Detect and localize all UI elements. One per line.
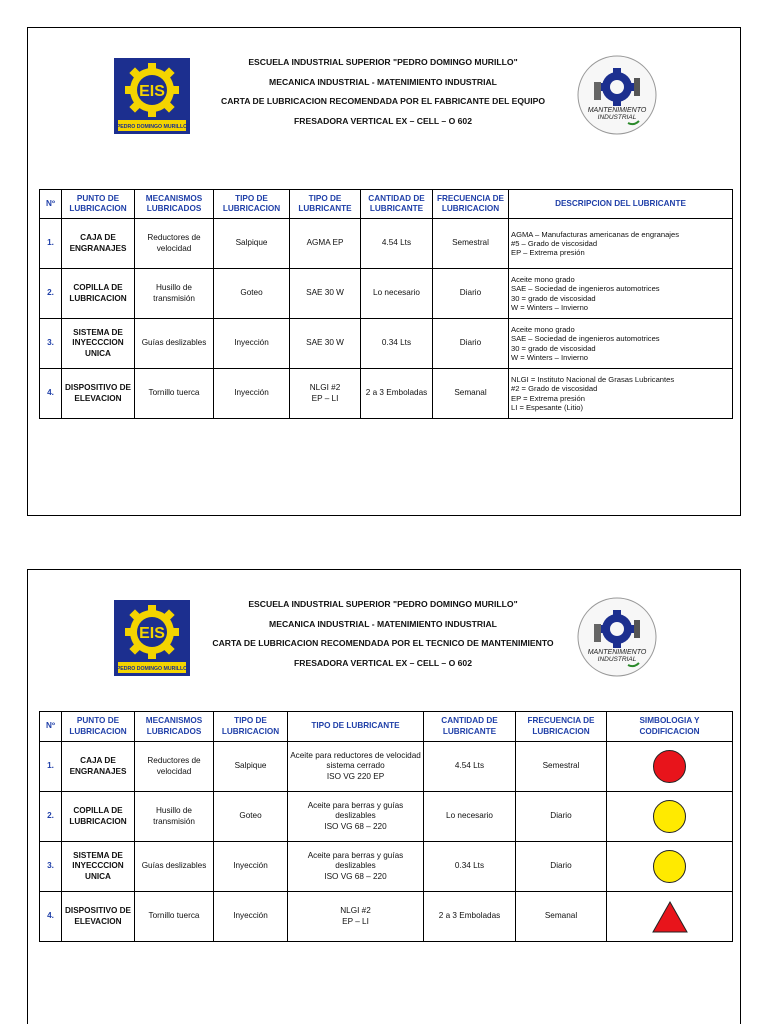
machine-name: FRESADORA VERTICAL EX – CELL – O 602 — [294, 115, 472, 126]
lubrication-frequency: Diario — [433, 269, 509, 319]
col-header-method: TIPO DE LUBRICACION — [214, 190, 290, 219]
lubricant-type: NLGI #2 EP – LI — [288, 892, 424, 942]
department-name: MECANICA INDUSTRIAL - MATENIMIENTO INDUSTRIAL — [269, 76, 497, 87]
logo-right-line2: INDUSTRIAL — [597, 114, 637, 121]
logo-left-letters: EIS — [139, 83, 165, 100]
col-header-frequency: FRECUENCIA DE LUBRICACION — [433, 190, 509, 219]
school-name: ESCUELA INDUSTRIAL SUPERIOR "PEDRO DOMINGO MURILLO" — [248, 57, 518, 67]
lubricant-quantity: 4.54 Lts — [361, 219, 433, 269]
row-number: 1. — [40, 219, 62, 269]
col-header-symbol: SIMBOLOGIA Y CODIFICACION — [607, 712, 733, 742]
row-number: 4. — [40, 892, 62, 942]
description-line: AGMA – Manufacturas americanas de engranajes — [511, 229, 679, 239]
lubrication-point: DISPOSITIVO DE ELEVACION — [62, 369, 135, 419]
col-header-mechanism: MECANISMOS LUBRICADOS — [135, 190, 214, 219]
lubrication-method: Salpique — [214, 219, 290, 269]
lubricant-description — [509, 319, 733, 369]
symbol-cell — [607, 742, 733, 792]
lubrication-frequency: Diario — [516, 842, 607, 892]
col-header-point: PUNTO DE LUBRICACION — [62, 190, 135, 219]
col-header-mechanism: MECANISMOS LUBRICADOS — [135, 712, 214, 742]
table-row — [40, 219, 733, 269]
lubrication-method: Goteo — [214, 269, 290, 319]
lubricant-quantity: 2 a 3 Emboladas — [424, 892, 516, 942]
description-line: EP = Extrema presión — [511, 393, 585, 403]
symbol-cell — [607, 892, 733, 942]
lubricant-type: Aceite para reductores de velocidad sistema cerrado ISO VG 220 EP — [288, 742, 424, 792]
lubricant-quantity: Lo necesario — [361, 269, 433, 319]
description-line: #2 = Grado de viscosidad — [511, 384, 598, 394]
table-row — [40, 269, 733, 319]
col-header-frequency: FRECUENCIA DE LUBRICACION — [516, 712, 607, 742]
lubricant-quantity: Lo necesario — [424, 792, 516, 842]
lubrication-method: Inyección — [214, 892, 288, 942]
lubrication-chart-technician — [27, 569, 741, 1024]
description-line: Aceite mono grado — [511, 325, 575, 335]
lubrication-point: COPILLA DE LUBRICACION — [62, 269, 135, 319]
mechanism: Tornillo tuerca — [135, 892, 214, 942]
maintenance-logo — [576, 54, 658, 136]
description-line: 30 = grado de viscosidad — [511, 343, 596, 353]
lubrication-point: SISTEMA DE INYECCCION UNICA — [62, 842, 135, 892]
lubricant-type: SAE 30 W — [290, 269, 361, 319]
col-header-point: PUNTO DE LUBRICACION — [62, 712, 135, 742]
lubricant-description — [509, 269, 733, 319]
lubricant-type: SAE 30 W — [290, 319, 361, 369]
logo-right-line2: INDUSTRIAL — [597, 656, 637, 663]
lubrication-frequency: Semanal — [516, 892, 607, 942]
mechanism: Guías deslizables — [135, 319, 214, 369]
col-header-number: Nº — [40, 712, 62, 742]
row-number: 1. — [40, 742, 62, 792]
symbol-cell — [607, 842, 733, 892]
col-header-method: TIPO DE LUBRICACION — [214, 712, 288, 742]
red-circle-symbol — [653, 750, 686, 783]
lubrication-frequency: Diario — [433, 319, 509, 369]
lubrication-method: Inyección — [214, 842, 288, 892]
logo-right-line1: MANTENIMIENTO — [587, 649, 647, 656]
row-number: 2. — [40, 269, 62, 319]
school-gear-logo — [114, 58, 190, 134]
lubricant-quantity: 4.54 Lts — [424, 742, 516, 792]
logo-left-letters: EIS — [139, 625, 165, 642]
chart-title: CARTA DE LUBRICACION RECOMENDADA POR EL FABRICANTE DEL EQUIPO — [220, 96, 546, 106]
lubricant-type: Aceite para berras y guías deslizables ISO VG 68 – 220 — [288, 842, 424, 892]
description-line: SAE – Sociedad de ingenieros automotrices — [511, 284, 660, 294]
description-line: EP – Extrema presión — [511, 248, 585, 258]
school-gear-logo — [114, 600, 190, 676]
triangle-shape — [653, 902, 687, 932]
machine-name: FRESADORA VERTICAL EX – CELL – O 602 — [294, 657, 472, 668]
lubricant-type: AGMA EP — [290, 219, 361, 269]
lubrication-point: CAJA DE ENGRANAJES — [62, 219, 135, 269]
col-header-quantity: CANTIDAD DE LUBRICANTE — [424, 712, 516, 742]
lubrication-frequency: Semestral — [516, 742, 607, 792]
document-header — [193, 600, 573, 678]
table-header-row — [40, 712, 733, 742]
description-line: #5 – Grado de viscosidad — [511, 238, 598, 248]
description-line: LI = Espesante (Litio) — [511, 402, 583, 412]
logo-right-line1: MANTENIMIENTO — [587, 107, 647, 114]
row-number: 2. — [40, 792, 62, 842]
lubrication-point: SISTEMA DE INYECCCION UNICA — [62, 319, 135, 369]
lubrication-point: COPILLA DE LUBRICACION — [62, 792, 135, 842]
mechanism: Reductores de velocidad — [135, 219, 214, 269]
col-header-quantity: CANTIDAD DE LUBRICANTE — [361, 190, 433, 219]
lubricant-quantity: 0.34 Lts — [424, 842, 516, 892]
logo-left-motto: "PEDRO DOMINGO MURILLO" — [114, 124, 190, 130]
row-number: 3. — [40, 842, 62, 892]
lubrication-frequency: Semestral — [433, 219, 509, 269]
lubricant-quantity: 0.34 Lts — [361, 319, 433, 369]
lubrication-table-manufacturer — [39, 189, 733, 419]
maintenance-logo — [576, 596, 658, 678]
row-number: 4. — [40, 369, 62, 419]
table-header-row — [40, 190, 733, 219]
lubrication-method: Inyección — [214, 369, 290, 419]
symbol-cell — [607, 792, 733, 842]
table-row — [40, 319, 733, 369]
department-name: MECANICA INDUSTRIAL - MATENIMIENTO INDUSTRIAL — [269, 618, 497, 629]
lubrication-frequency: Diario — [516, 792, 607, 842]
school-name: ESCUELA INDUSTRIAL SUPERIOR "PEDRO DOMINGO MURILLO" — [248, 599, 518, 609]
col-header-lubricant: TIPO DE LUBRICANTE — [288, 712, 424, 742]
description-line: NLGI = Instituto Nacional de Grasas Lubricantes — [511, 375, 675, 385]
yellow-circle-symbol — [653, 850, 686, 883]
lubricant-description — [509, 219, 733, 269]
table-row — [40, 892, 733, 942]
lubricant-type: Aceite para berras y guías deslizables ISO VG 68 – 220 — [288, 792, 424, 842]
description-line: SAE – Sociedad de ingenieros automotrices — [511, 334, 660, 344]
lubrication-point: DISPOSITIVO DE ELEVACION — [62, 892, 135, 942]
description-line: W = Winters – Invierno — [511, 302, 589, 312]
description-line: W = Winters – Invierno — [511, 352, 589, 362]
mechanism: Tornillo tuerca — [135, 369, 214, 419]
mechanism: Guías deslizables — [135, 842, 214, 892]
lubrication-frequency: Semanal — [433, 369, 509, 419]
table-row — [40, 792, 733, 842]
col-header-number: Nº — [40, 190, 62, 219]
table-row — [40, 742, 733, 792]
chart-title: CARTA DE LUBRICACION RECOMENDADA POR EL TECNICO DE MANTENIMIENTO — [212, 638, 554, 648]
lubricant-quantity: 2 a 3 Emboladas — [361, 369, 433, 419]
description-line: Aceite mono grado — [511, 275, 575, 285]
description-line: 30 = grado de viscosidad — [511, 293, 596, 303]
document-header — [193, 58, 573, 136]
row-number: 3. — [40, 319, 62, 369]
mechanism: Husillo de transmisión — [135, 792, 214, 842]
lubrication-method: Goteo — [214, 792, 288, 842]
col-header-lubricant: TIPO DE LUBRICANTE — [290, 190, 361, 219]
table-row — [40, 842, 733, 892]
lubricant-type: NLGI #2 EP – LI — [290, 369, 361, 419]
col-header-description: DESCRIPCION DEL LUBRICANTE — [509, 190, 733, 219]
mechanism: Reductores de velocidad — [135, 742, 214, 792]
red-triangle-symbol — [652, 901, 688, 933]
table-row — [40, 369, 733, 419]
lubrication-point: CAJA DE ENGRANAJES — [62, 742, 135, 792]
logo-left-motto: "PEDRO DOMINGO MURILLO" — [114, 666, 190, 672]
lubricant-description — [509, 369, 733, 419]
yellow-circle-symbol — [653, 800, 686, 833]
mechanism: Husillo de transmisión — [135, 269, 214, 319]
lubrication-method: Inyección — [214, 319, 290, 369]
lubrication-chart-manufacturer — [27, 27, 741, 516]
lubrication-table-technician — [39, 711, 733, 942]
lubrication-method: Salpique — [214, 742, 288, 792]
